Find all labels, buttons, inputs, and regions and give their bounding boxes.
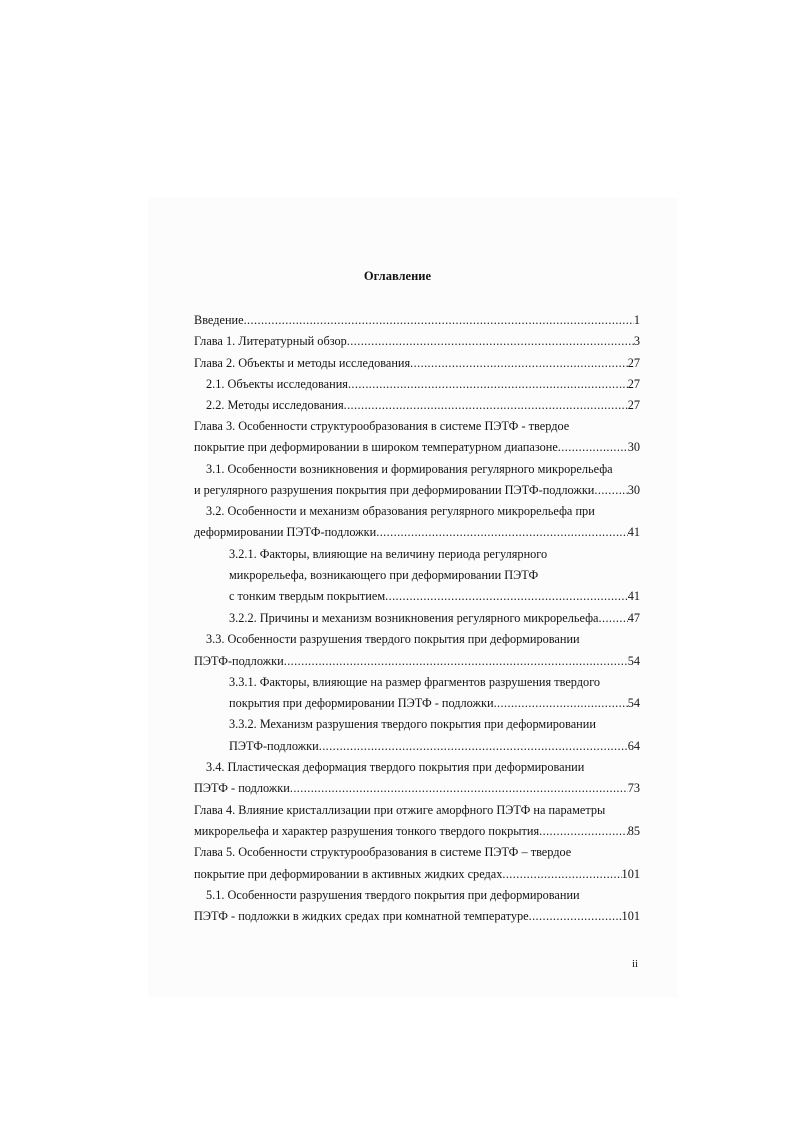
toc-entry-page: 30	[627, 483, 640, 497]
toc-entry-page: 54	[627, 696, 640, 710]
toc-entry-3-2-2[interactable]	[229, 610, 640, 626]
toc-entry-text: 3.2.2. Причины и механизм возникновения регулярного микрорельефа	[229, 611, 599, 625]
toc-entry-chapter-3[interactable]	[194, 439, 640, 455]
toc-entry-3-3[interactable]	[194, 653, 640, 669]
toc-leader-dots	[599, 610, 628, 626]
toc-entry-text: Глава 1. Литературный обзор	[194, 334, 347, 348]
toc-leader-dots	[494, 695, 628, 711]
toc-entry-chapter-2[interactable]	[194, 355, 640, 371]
toc-leader-dots	[319, 738, 628, 754]
toc-entry-3-1-line1: 3.1. Особенности возникновения и формирования регулярного микрорельефа	[206, 462, 613, 476]
toc-entry-page: 47	[627, 611, 640, 625]
toc-entry-page: 1	[633, 313, 640, 327]
toc-leader-dots	[529, 908, 622, 924]
toc-entry-3-3-2-line1: 3.3.2. Механизм разрушения твердого покрытия при деформировании	[229, 717, 596, 731]
toc-entry-text: с тонким твердым покрытием	[229, 589, 386, 603]
toc-entry-page: 41	[627, 525, 640, 539]
toc-entry-text: Введение	[194, 313, 244, 327]
toc-entry-page: 27	[627, 356, 640, 370]
toc-entry-text: ПЭТФ - подложки	[194, 781, 290, 795]
toc-entry-text: и регулярного разрушения покрытия при деформировании ПЭТФ-подложки	[194, 483, 595, 497]
toc-leader-dots	[376, 524, 627, 540]
toc-entry-text: ПЭТФ-подложки	[194, 654, 284, 668]
toc-entry-3-1[interactable]	[194, 482, 640, 498]
toc-entry-3-2-line1: 3.2. Особенности и механизм образования регулярного микрорельефа при	[206, 504, 595, 518]
toc-entry-5-1-line1: 5.1. Особенности разрушения твердого покрытия при деформировании	[206, 888, 580, 902]
toc-entry-text: деформировании ПЭТФ-подложки	[194, 525, 377, 539]
toc-entry-3-2-1-line2: микрорельефа, возникающего при деформировании ПЭТФ	[229, 568, 539, 582]
toc-leader-dots	[348, 376, 628, 392]
toc-entry-3-4-line1: 3.4. Пластическая деформация твердого покрытия при деформировании	[206, 760, 585, 774]
toc-entry-chapter-1[interactable]	[194, 333, 640, 349]
toc-entry-chapter-4-line1: Глава 4. Влияние кристаллизации при отжиге аморфного ПЭТФ на параметры	[194, 803, 606, 817]
toc-entry-page: 27	[627, 377, 640, 391]
toc-leader-dots	[284, 653, 628, 669]
toc-leader-dots	[594, 482, 627, 498]
toc-entry-3-2-1-line1: 3.2.1. Факторы, влияющие на величину периода регулярного	[229, 547, 548, 561]
toc-entry-2-1[interactable]	[206, 376, 640, 392]
toc-entry-page: 64	[627, 739, 640, 753]
page-title: Оглавление	[363, 269, 432, 283]
toc-entry-3-4[interactable]	[194, 780, 640, 796]
toc-leader-dots	[290, 780, 628, 796]
toc-entry-page: 101	[621, 867, 640, 881]
toc-entry-text: 2.2. Методы исследования	[206, 398, 344, 412]
toc-leader-dots	[344, 397, 628, 413]
toc-entry-page: 101	[621, 909, 640, 923]
toc-entry-3-2-1[interactable]	[229, 588, 640, 604]
toc-entry-text: Глава 2. Объекты и методы исследования	[194, 356, 411, 370]
toc-entry-text: ПЭТФ - подложки в жидких средах при комнатной температуре	[194, 909, 529, 923]
toc-entry-text: покрытия при деформировании ПЭТФ - подложки	[229, 696, 494, 710]
page-number: ii	[632, 958, 639, 970]
toc-entry-page: 3	[633, 334, 640, 348]
toc-entry-chapter-5-line1: Глава 5. Особенности структурообразования в системе ПЭТФ – твердое	[194, 845, 572, 859]
toc-entry-chapter-4[interactable]	[194, 823, 640, 839]
toc-leader-dots	[410, 355, 628, 371]
toc-entry-text: микрорельефа и характер разрушения тонкого твердого покрытия	[194, 824, 540, 838]
toc-entry-text: ПЭТФ-подложки	[229, 739, 319, 753]
toc-entry-3-3-1-line1: 3.3.1. Факторы, влияющие на размер фрагментов разрушения твердого	[229, 675, 601, 689]
toc-leader-dots	[502, 866, 621, 882]
toc-entry-text: 2.1. Объекты исследования	[206, 377, 348, 391]
toc-entry-chapter-5[interactable]	[194, 866, 640, 882]
toc-entry-page: 41	[627, 589, 640, 603]
toc-entry-3-3-2[interactable]	[229, 738, 640, 754]
toc-entry-text: покрытие при деформировании в широком температурном диапазоне	[194, 440, 558, 454]
toc-entry-3-2[interactable]	[194, 524, 640, 540]
toc-leader-dots	[558, 439, 628, 455]
toc-leader-dots	[385, 588, 628, 604]
toc-entry-3-3-line1: 3.3. Особенности разрушения твердого покрытия при деформировании	[206, 632, 580, 646]
toc-entry-chapter-3-line1: Глава 3. Особенности структурообразования в системе ПЭТФ - твердое	[194, 419, 570, 433]
toc-entry-page: 85	[627, 824, 640, 838]
toc-entry-page: 30	[627, 440, 640, 454]
toc-entry-page: 73	[627, 781, 640, 795]
toc-entry-intro[interactable]	[194, 312, 640, 328]
toc-entry-page: 54	[627, 654, 640, 668]
toc-entry-3-3-1[interactable]	[229, 695, 640, 711]
toc-entry-5-1[interactable]	[194, 908, 640, 924]
toc-entry-page: 27	[627, 398, 640, 412]
toc-entry-2-2[interactable]	[206, 397, 640, 413]
toc-entry-text: покрытие при деформировании в активных жидких средах	[194, 867, 503, 881]
toc-leader-dots	[347, 333, 634, 349]
toc-leader-dots	[539, 823, 628, 839]
toc-leader-dots	[244, 312, 634, 328]
